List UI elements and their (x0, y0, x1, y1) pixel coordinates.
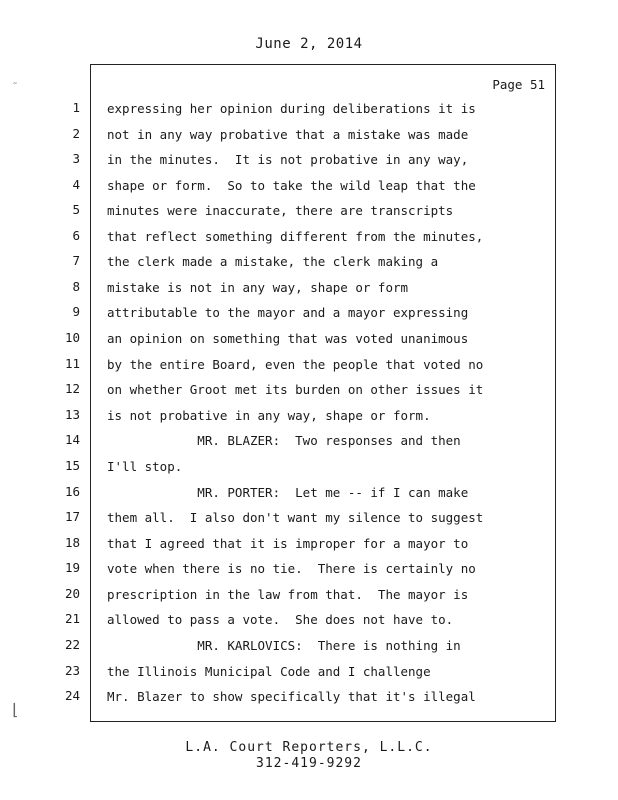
transcript-line: not in any way probative that a mistake was made (107, 127, 469, 142)
line-number: 20 (64, 586, 80, 601)
page-number: Page 51 (492, 77, 545, 92)
line-number: 24 (64, 688, 80, 703)
transcript-line: vote when there is no tie. There is certainly no (107, 561, 476, 576)
transcript-line: prescription in the law from that. The mayor is (107, 587, 469, 602)
line-number: 9 (72, 304, 80, 319)
transcript-line: in the minutes. It is not probative in any way, (107, 152, 469, 167)
transcript-line: MR. BLAZER: Two responses and then (107, 433, 461, 448)
transcript-line: an opinion on something that was voted unanimous (107, 331, 469, 346)
transcript-line: is not probative in any way, shape or form. (107, 408, 431, 423)
line-number: 7 (72, 253, 80, 268)
transcript-line: Mr. Blazer to show specifically that it's illegal (107, 689, 476, 704)
line-number: 21 (64, 611, 80, 626)
transcript-page-frame (90, 64, 556, 722)
footer-phone: 312-419-9292 (256, 756, 362, 771)
transcript-line: shape or form. So to take the wild leap that the (107, 178, 476, 193)
line-number: 3 (72, 151, 80, 166)
line-number: 2 (72, 126, 80, 141)
transcript-line: expressing her opinion during deliberations it is (107, 101, 476, 116)
line-number: 17 (64, 509, 80, 524)
line-number: 11 (64, 356, 80, 371)
transcript-line: I'll stop. (107, 459, 183, 474)
transcript-line: them all. I also don't want my silence to suggest (107, 510, 484, 525)
line-number: 5 (72, 202, 80, 217)
line-number: 15 (64, 458, 80, 473)
line-number: 18 (64, 535, 80, 550)
line-number: 10 (64, 330, 80, 345)
transcript-line: that reflect something different from the minutes, (107, 229, 484, 244)
scan-artifact-bracket: ⌊ (10, 700, 20, 719)
transcript-line: mistake is not in any way, shape or form (107, 280, 409, 295)
transcript-line: MR. PORTER: Let me -- if I can make (107, 485, 469, 500)
line-number: 13 (64, 407, 80, 422)
line-number: 1 (72, 100, 80, 115)
transcript-line: the Illinois Municipal Code and I challenge (107, 664, 431, 679)
line-number: 8 (72, 279, 80, 294)
transcript-line: that I agreed that it is improper for a mayor to (107, 536, 469, 551)
line-number: 4 (72, 177, 80, 192)
line-number: 12 (64, 381, 80, 396)
line-number: 22 (64, 637, 80, 652)
header-date: June 2, 2014 (255, 36, 363, 52)
transcript-line: by the entire Board, even the people that voted no (107, 357, 484, 372)
transcript-line: attributable to the mayor and a mayor expressing (107, 305, 469, 320)
scan-artifact-mark: ˜ (12, 82, 19, 93)
transcript-line: MR. KARLOVICS: There is nothing in (107, 638, 461, 653)
transcript-line: on whether Groot met its burden on other issues it (107, 382, 484, 397)
line-number: 23 (64, 663, 80, 678)
line-number: 14 (64, 432, 80, 447)
transcript-line: allowed to pass a vote. She does not have to. (107, 612, 454, 627)
footer-company: L.A. Court Reporters, L.L.C. (185, 740, 433, 755)
line-number: 19 (64, 560, 80, 575)
transcript-line: the clerk made a mistake, the clerk making a (107, 254, 439, 269)
line-number: 6 (72, 228, 80, 243)
transcript-line: minutes were inaccurate, there are transcripts (107, 203, 454, 218)
line-number: 16 (64, 484, 80, 499)
